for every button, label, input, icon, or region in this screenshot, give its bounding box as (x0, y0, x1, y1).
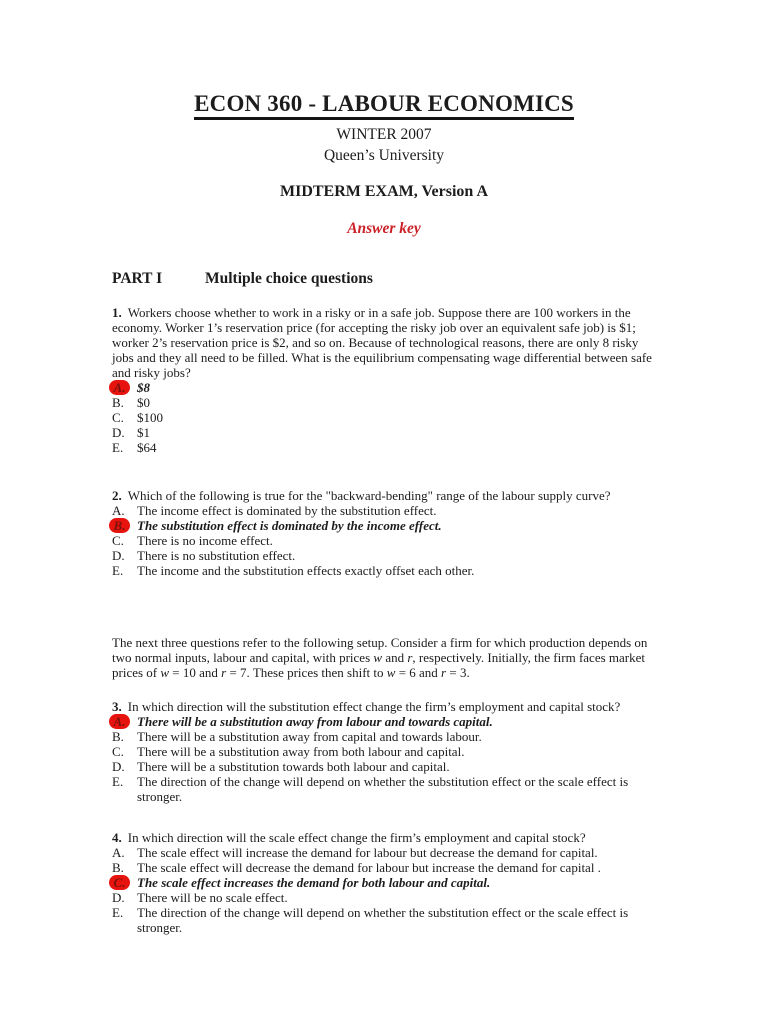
question-3-number: 3. (112, 699, 122, 715)
question-1 (112, 305, 656, 455)
option-letter: E. (112, 563, 124, 579)
question-4-options (112, 845, 656, 935)
option-letter: A. (112, 845, 125, 861)
option-text: The scale effect will increase the demand for labour but decrease the demand for capital. (137, 845, 598, 861)
option-row (112, 410, 656, 425)
option-letter: D. (112, 548, 125, 564)
option-text: The direction of the change will depend on whether the substitution effect or the scale effect is stronger. (137, 774, 629, 805)
option-text: The direction of the change will depend on whether the substitution effect or the scale effect is stronger. (137, 905, 629, 936)
option-row (112, 714, 656, 729)
option-text: There is no income effect. (137, 533, 273, 549)
option-row (112, 729, 656, 744)
option-letter answer-highlight: C. (109, 875, 130, 890)
option-letter: C. (112, 744, 124, 760)
option-letter answer-highlight: B. (109, 518, 130, 533)
option-letter: A. (112, 503, 125, 519)
option-row (112, 744, 656, 759)
question-4-text: 4. In which direction will the scale effect change the firm’s employment and capital stock? (112, 830, 586, 846)
option-letter: E. (112, 905, 124, 921)
option-letter: D. (112, 890, 125, 906)
option-letter: D. (112, 425, 125, 441)
option-row (112, 875, 656, 890)
option-row (112, 503, 656, 518)
exam-version-title: MIDTERM EXAM, Version A (279, 183, 488, 201)
option-text: $100 (137, 410, 163, 426)
option-text: The scale effect will decrease the demand for labour but increase the demand for capital . (137, 860, 601, 876)
option-letter: D. (112, 759, 125, 775)
option-text: $64 (137, 440, 157, 456)
question-3-options (112, 714, 656, 804)
option-row (112, 425, 656, 440)
option-letter answer-highlight: A. (109, 380, 130, 395)
option-row (112, 533, 656, 548)
answer-key-label: Answer key (347, 220, 421, 238)
question-4-number: 4. (112, 830, 122, 846)
institution-name: Queen’s University (323, 147, 445, 165)
option-text: $1 (137, 425, 150, 441)
question-3 (112, 699, 656, 804)
option-row (112, 774, 656, 804)
option-letter: C. (112, 410, 124, 426)
option-row (112, 890, 656, 905)
option-row (112, 845, 656, 860)
option-letter: C. (112, 533, 124, 549)
option-text: $0 (137, 395, 150, 411)
part-title: Multiple choice questions (205, 270, 373, 288)
option-text: $8 (137, 380, 150, 396)
setup-paragraph: The next three questions refer to the following setup. Consider a firm for which production depends on two normal inputs, labour and capital, with prices w and r, respectively. Initially, the firm faces market prices of w = 10 and r = 7. These prices then shift to w = 6 and r = 3. (112, 635, 648, 681)
option-row (112, 440, 656, 455)
option-text: There will be a substitution towards both labour and capital. (137, 759, 450, 775)
option-text: There will be a substitution away from labour and towards capital. (137, 714, 493, 730)
option-letter answer-highlight: A. (109, 714, 130, 729)
question-2-options (112, 503, 656, 578)
option-letter: E. (112, 774, 124, 790)
option-text: The scale effect increases the demand for both labour and capital. (137, 875, 491, 891)
course-title: ECON 360 - LABOUR ECONOMICS (194, 92, 574, 120)
question-1-number: 1. (112, 305, 122, 321)
option-row (112, 395, 656, 410)
option-row (112, 563, 656, 578)
question-1-text: 1. Workers choose whether to work in a risky or in a safe job. Suppose there are 100 workers in the economy. Worker 1’s reservation price (for accepting the risky job over an equivalent safe job) is $1; worker 2’s reservation price is $2, and so on. Because of technological reasons, there are only 8 risky jobs and they all need to be filled. What is the equilibrium compensating wage differential between safe and risky jobs? (112, 305, 652, 381)
exam-term: WINTER 2007 (336, 126, 432, 144)
option-row (112, 548, 656, 563)
option-letter: B. (112, 860, 124, 876)
question-2-number: 2. (112, 488, 122, 504)
question-2 (112, 488, 656, 578)
option-text: The income and the substitution effects exactly offset each other. (137, 563, 475, 579)
option-text: The income effect is dominated by the substitution effect. (137, 503, 437, 519)
option-letter: B. (112, 729, 124, 745)
question-3-text: 3. In which direction will the substitution effect change the firm’s employment and capital stock? (112, 699, 621, 715)
option-row (112, 860, 656, 875)
option-letter: E. (112, 440, 124, 456)
document-header (112, 92, 656, 238)
part-label: PART I (112, 270, 163, 288)
part-heading (112, 270, 656, 288)
option-letter: B. (112, 395, 124, 411)
option-text: There is no substitution effect. (137, 548, 296, 564)
option-text: There will be a substitution away from both labour and capital. (137, 744, 465, 760)
question-2-text: 2. Which of the following is true for the "backward-bending" range of the labour supply curve? (112, 488, 611, 504)
question-4 (112, 830, 656, 935)
question-1-options (112, 380, 656, 455)
option-row (112, 518, 656, 533)
option-text: The substitution effect is dominated by the income effect. (137, 518, 442, 534)
option-text: There will be no scale effect. (137, 890, 288, 906)
option-row (112, 380, 656, 395)
option-row (112, 759, 656, 774)
option-row (112, 905, 656, 935)
option-text: There will be a substitution away from capital and towards labour. (137, 729, 482, 745)
